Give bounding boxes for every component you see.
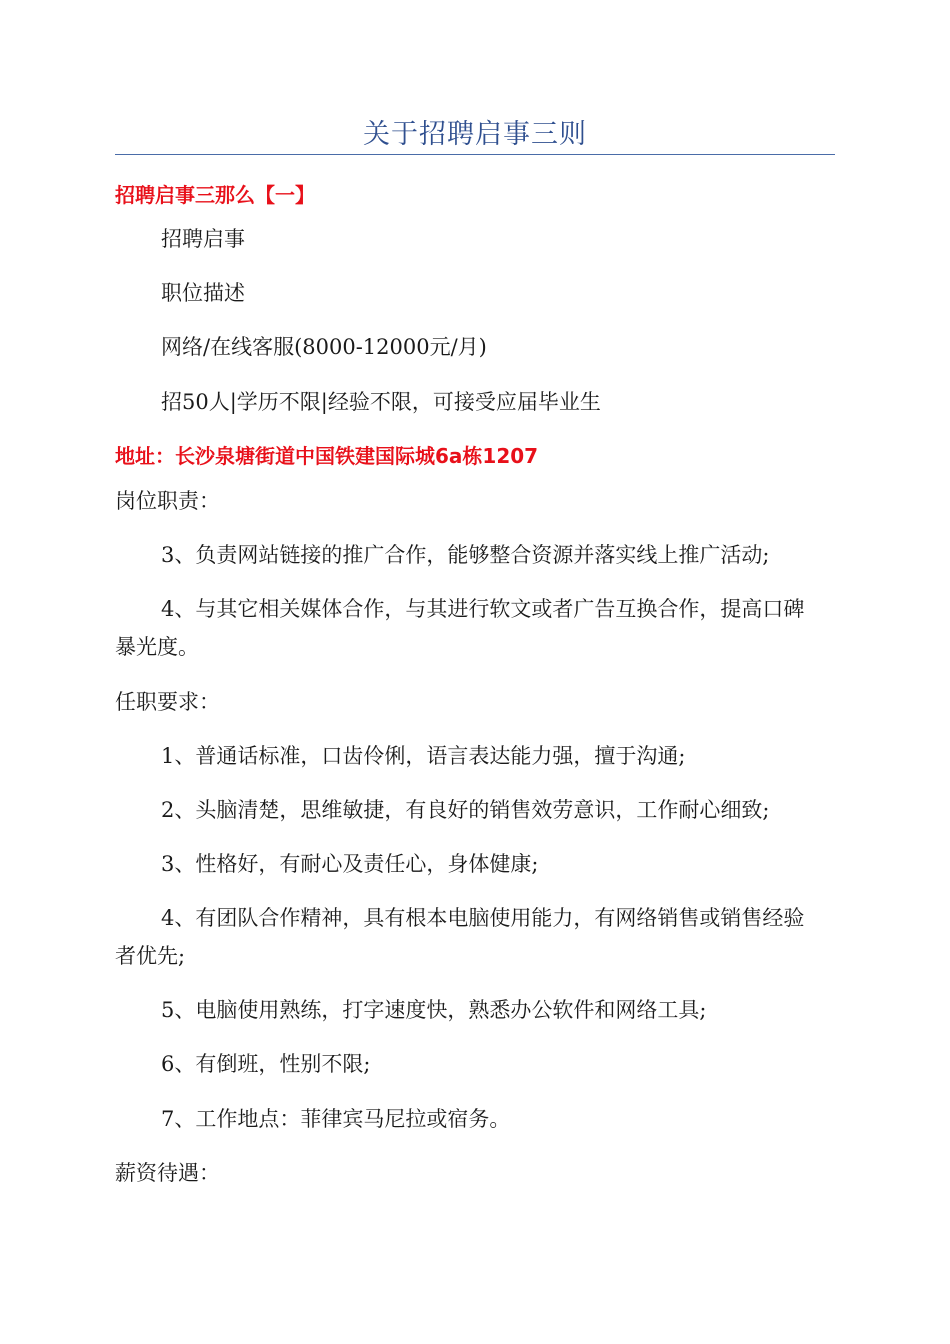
intro-line: 网络/在线客服(8000-12000元/月) [161,335,487,359]
section-heading: 招聘启事三那么【一】 [115,183,315,207]
duty-item: 3、负责网站链接的推广合作，能够整合资源并落实线上推广活动; [161,543,770,567]
requirement-item: 3、性格好，有耐心及责任心，身体健康; [161,852,539,876]
salary-heading: 薪资待遇： [115,1161,220,1185]
requirement-item: 4、有团队合作精神，具有根本电脑使用能力，有网络销售或销售经验者优先; [115,906,805,968]
duty-item: 4、与其它相关媒体合作，与其进行软文或者广告互换合作，提高口碑暴光度。 [115,597,805,659]
intro-line: 职位描述 [161,281,245,305]
requirements-heading: 任职要求： [115,690,220,714]
requirement-item: 1、普通话标准，口齿伶俐，语言表达能力强，擅于沟通; [161,744,686,768]
intro-line: 招50人|学历不限|经验不限，可接受应届毕业生 [161,390,601,414]
intro-line: 招聘启事 [161,227,245,251]
duties-heading: 岗位职责： [115,489,220,513]
requirement-item: 2、头脑清楚，思维敏捷，有良好的销售效劳意识，工作耐心细致; [161,798,770,822]
requirement-item: 6、有倒班，性别不限; [161,1052,371,1076]
title-divider [115,154,835,155]
page-title: 关于招聘启事三则 [363,119,587,150]
requirement-item: 7、工作地点：菲律宾马尼拉或宿务。 [161,1107,511,1131]
address-line: 地址：长沙泉塘街道中国铁建国际城6a栋1207 [115,444,539,468]
requirement-item: 5、电脑使用熟练，打字速度快，熟悉办公软件和网络工具; [161,998,707,1022]
